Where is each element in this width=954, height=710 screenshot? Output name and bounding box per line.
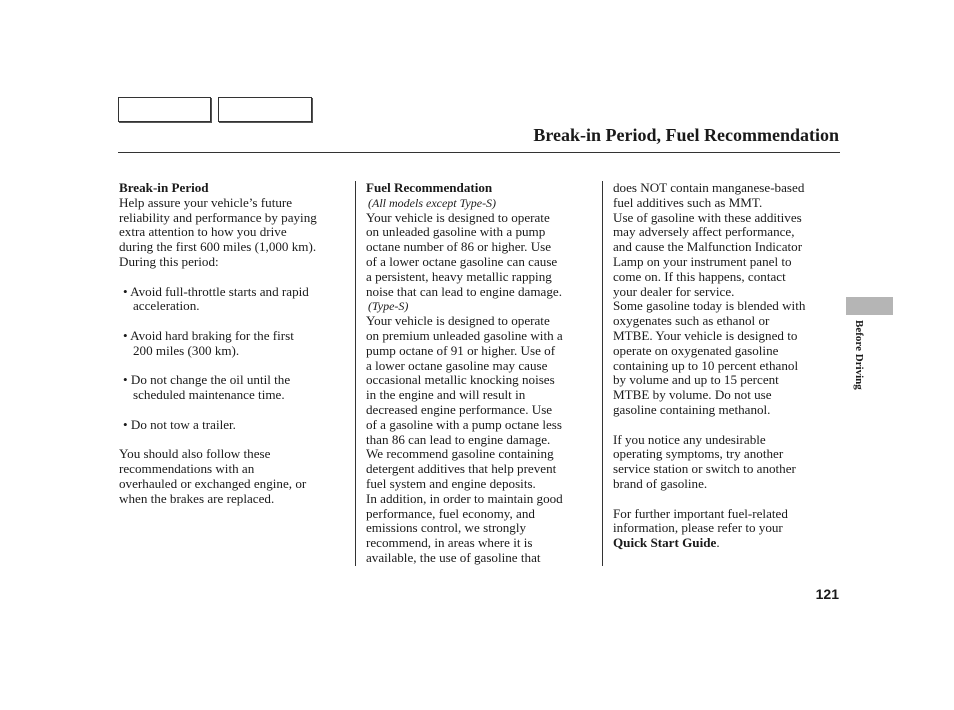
text-line: Use of gasoline with these additives <box>613 209 802 225</box>
column-divider <box>355 181 356 566</box>
text-line: operate on oxygenated gasoline <box>613 342 779 358</box>
fuel-paragraph-3 <box>613 181 839 418</box>
fuel-paragraph-5 <box>613 507 839 537</box>
text-line: In addition, in order to maintain good <box>366 490 563 506</box>
bullet-item <box>119 373 351 403</box>
text-line: your dealer for service. <box>613 283 735 299</box>
bullet-item <box>119 418 351 433</box>
text-line: If you notice any undesirable <box>613 431 766 447</box>
fuel-paragraph-4 <box>613 433 839 492</box>
text-line: During this period: <box>119 253 219 269</box>
text-line: fuel system and engine deposits. <box>366 475 536 491</box>
section-tab-label: Before Driving <box>853 320 865 390</box>
text-line: Your vehicle is designed to operate <box>366 209 550 225</box>
text-line: brand of gasoline. <box>613 475 708 491</box>
text-line: come on. If this happens, contact <box>613 268 786 284</box>
text-line: a persistent, heavy metallic rapping <box>366 268 552 284</box>
text-line: does NOT contain manganese-based <box>613 180 805 195</box>
section-tab <box>846 297 893 315</box>
text-line: may adversely affect performance, <box>613 224 795 240</box>
text-line: 200 miles (300 km). <box>133 342 240 358</box>
text-line: detergent additives that help prevent <box>366 461 557 477</box>
break-in-outro <box>119 447 351 506</box>
text-line: fuel additives such as MMT. <box>613 194 763 210</box>
text-line: octane number of 86 or higher. Use <box>366 239 552 255</box>
text-line: performance, fuel economy, and <box>366 505 535 521</box>
text-line: • Do not tow a trailer. <box>123 416 236 432</box>
guide-reference: Quick Start Guide. <box>613 535 720 551</box>
section-heading-fuel: Fuel Recommendation <box>366 180 493 195</box>
bullet-item <box>119 285 351 315</box>
text-line: Lamp on your instrument panel to <box>613 253 792 269</box>
text-line: and cause the Malfunction Indicator <box>613 239 803 255</box>
text-line: pump octane of 91 or higher. Use of <box>366 342 556 358</box>
text-line: than 86 can lead to engine damage. <box>366 431 551 447</box>
text-line: reliability and performance by paying <box>119 209 317 225</box>
break-in-intro <box>119 196 351 270</box>
text-line: Help assure your vehicle’s future <box>119 194 293 210</box>
text-line: by volume and up to 15 percent <box>613 372 779 388</box>
text-line: noise that can lead to engine damage. <box>366 283 562 299</box>
text-line: MTBE by volume. Do not use <box>613 387 772 403</box>
text-line: on unleaded gasoline with a pump <box>366 224 546 240</box>
text-line: decreased engine performance. Use <box>366 401 553 417</box>
text-line: when the brakes are replaced. <box>119 490 275 506</box>
text-line: containing up to 10 percent ethanol <box>613 357 799 373</box>
text-line: occasional metallic knocking noises <box>366 372 555 388</box>
text-line: operating symptoms, try another <box>613 446 784 462</box>
text-line: extra attention to how you drive <box>119 224 287 240</box>
quick-start-guide-link: Quick Start Guide <box>613 535 717 551</box>
text-line: recommend, in areas where it is <box>366 535 533 551</box>
text-line: MTBE. Your vehicle is designed to <box>613 327 798 343</box>
text-line: of a gasoline with a pump octane less <box>366 416 562 432</box>
text-line: Some gasoline today is blended with <box>613 298 806 314</box>
text-line: acceleration. <box>133 298 200 314</box>
text-line: a lower octane gasoline may cause <box>366 357 548 373</box>
text-line: in the engine and will result in <box>366 387 526 403</box>
text-line: gasoline containing methanol. <box>613 401 771 417</box>
nav-button-next[interactable] <box>218 97 312 122</box>
title-divider <box>118 152 840 153</box>
text-line: emissions control, we strongly <box>366 520 527 536</box>
text-line: • Avoid full-throttle starts and rapid <box>123 283 309 299</box>
section-heading-break-in: Break-in Period <box>119 180 209 195</box>
column-fuel <box>366 181 596 566</box>
text-line: available, the use of gasoline that <box>366 549 541 565</box>
subheading-non-type-s: (All models except Type-S) <box>368 195 497 210</box>
page-title: Break-in Period, Fuel Recommendation <box>533 125 839 145</box>
text-line: information, please refer to your <box>613 520 783 536</box>
column-fuel-continued <box>613 181 839 551</box>
text-line: on premium unleaded gasoline with a <box>366 327 563 343</box>
text-line: recommendations with an <box>119 461 255 477</box>
text-line: • Do not change the oil until the <box>123 372 291 388</box>
page-number: 121 <box>815 586 839 602</box>
column-divider <box>602 181 603 566</box>
text-line: service station or switch to another <box>613 461 796 477</box>
text-line: We recommend gasoline containing <box>366 446 554 462</box>
text-line: You should also follow these <box>119 446 271 462</box>
text-line: scheduled maintenance time. <box>133 387 285 403</box>
text-line: For further important fuel-related <box>613 505 788 521</box>
text-line: of a lower octane gasoline can cause <box>366 253 558 269</box>
text-line: oxygenates such as ethanol or <box>613 313 770 329</box>
nav-button-previous[interactable] <box>118 97 211 122</box>
text-line: overhauled or exchanged engine, or <box>119 475 307 491</box>
fuel-paragraph-1 <box>366 211 596 300</box>
fuel-paragraph-2 <box>366 314 596 566</box>
subheading-type-s: (Type-S) <box>368 299 409 314</box>
text-line: Your vehicle is designed to operate <box>366 313 550 329</box>
bullet-item <box>119 329 351 359</box>
column-break-in <box>119 181 351 507</box>
text-line: during the first 600 miles (1,000 km). <box>119 239 317 255</box>
text-line: • Avoid hard braking for the first <box>123 327 294 343</box>
